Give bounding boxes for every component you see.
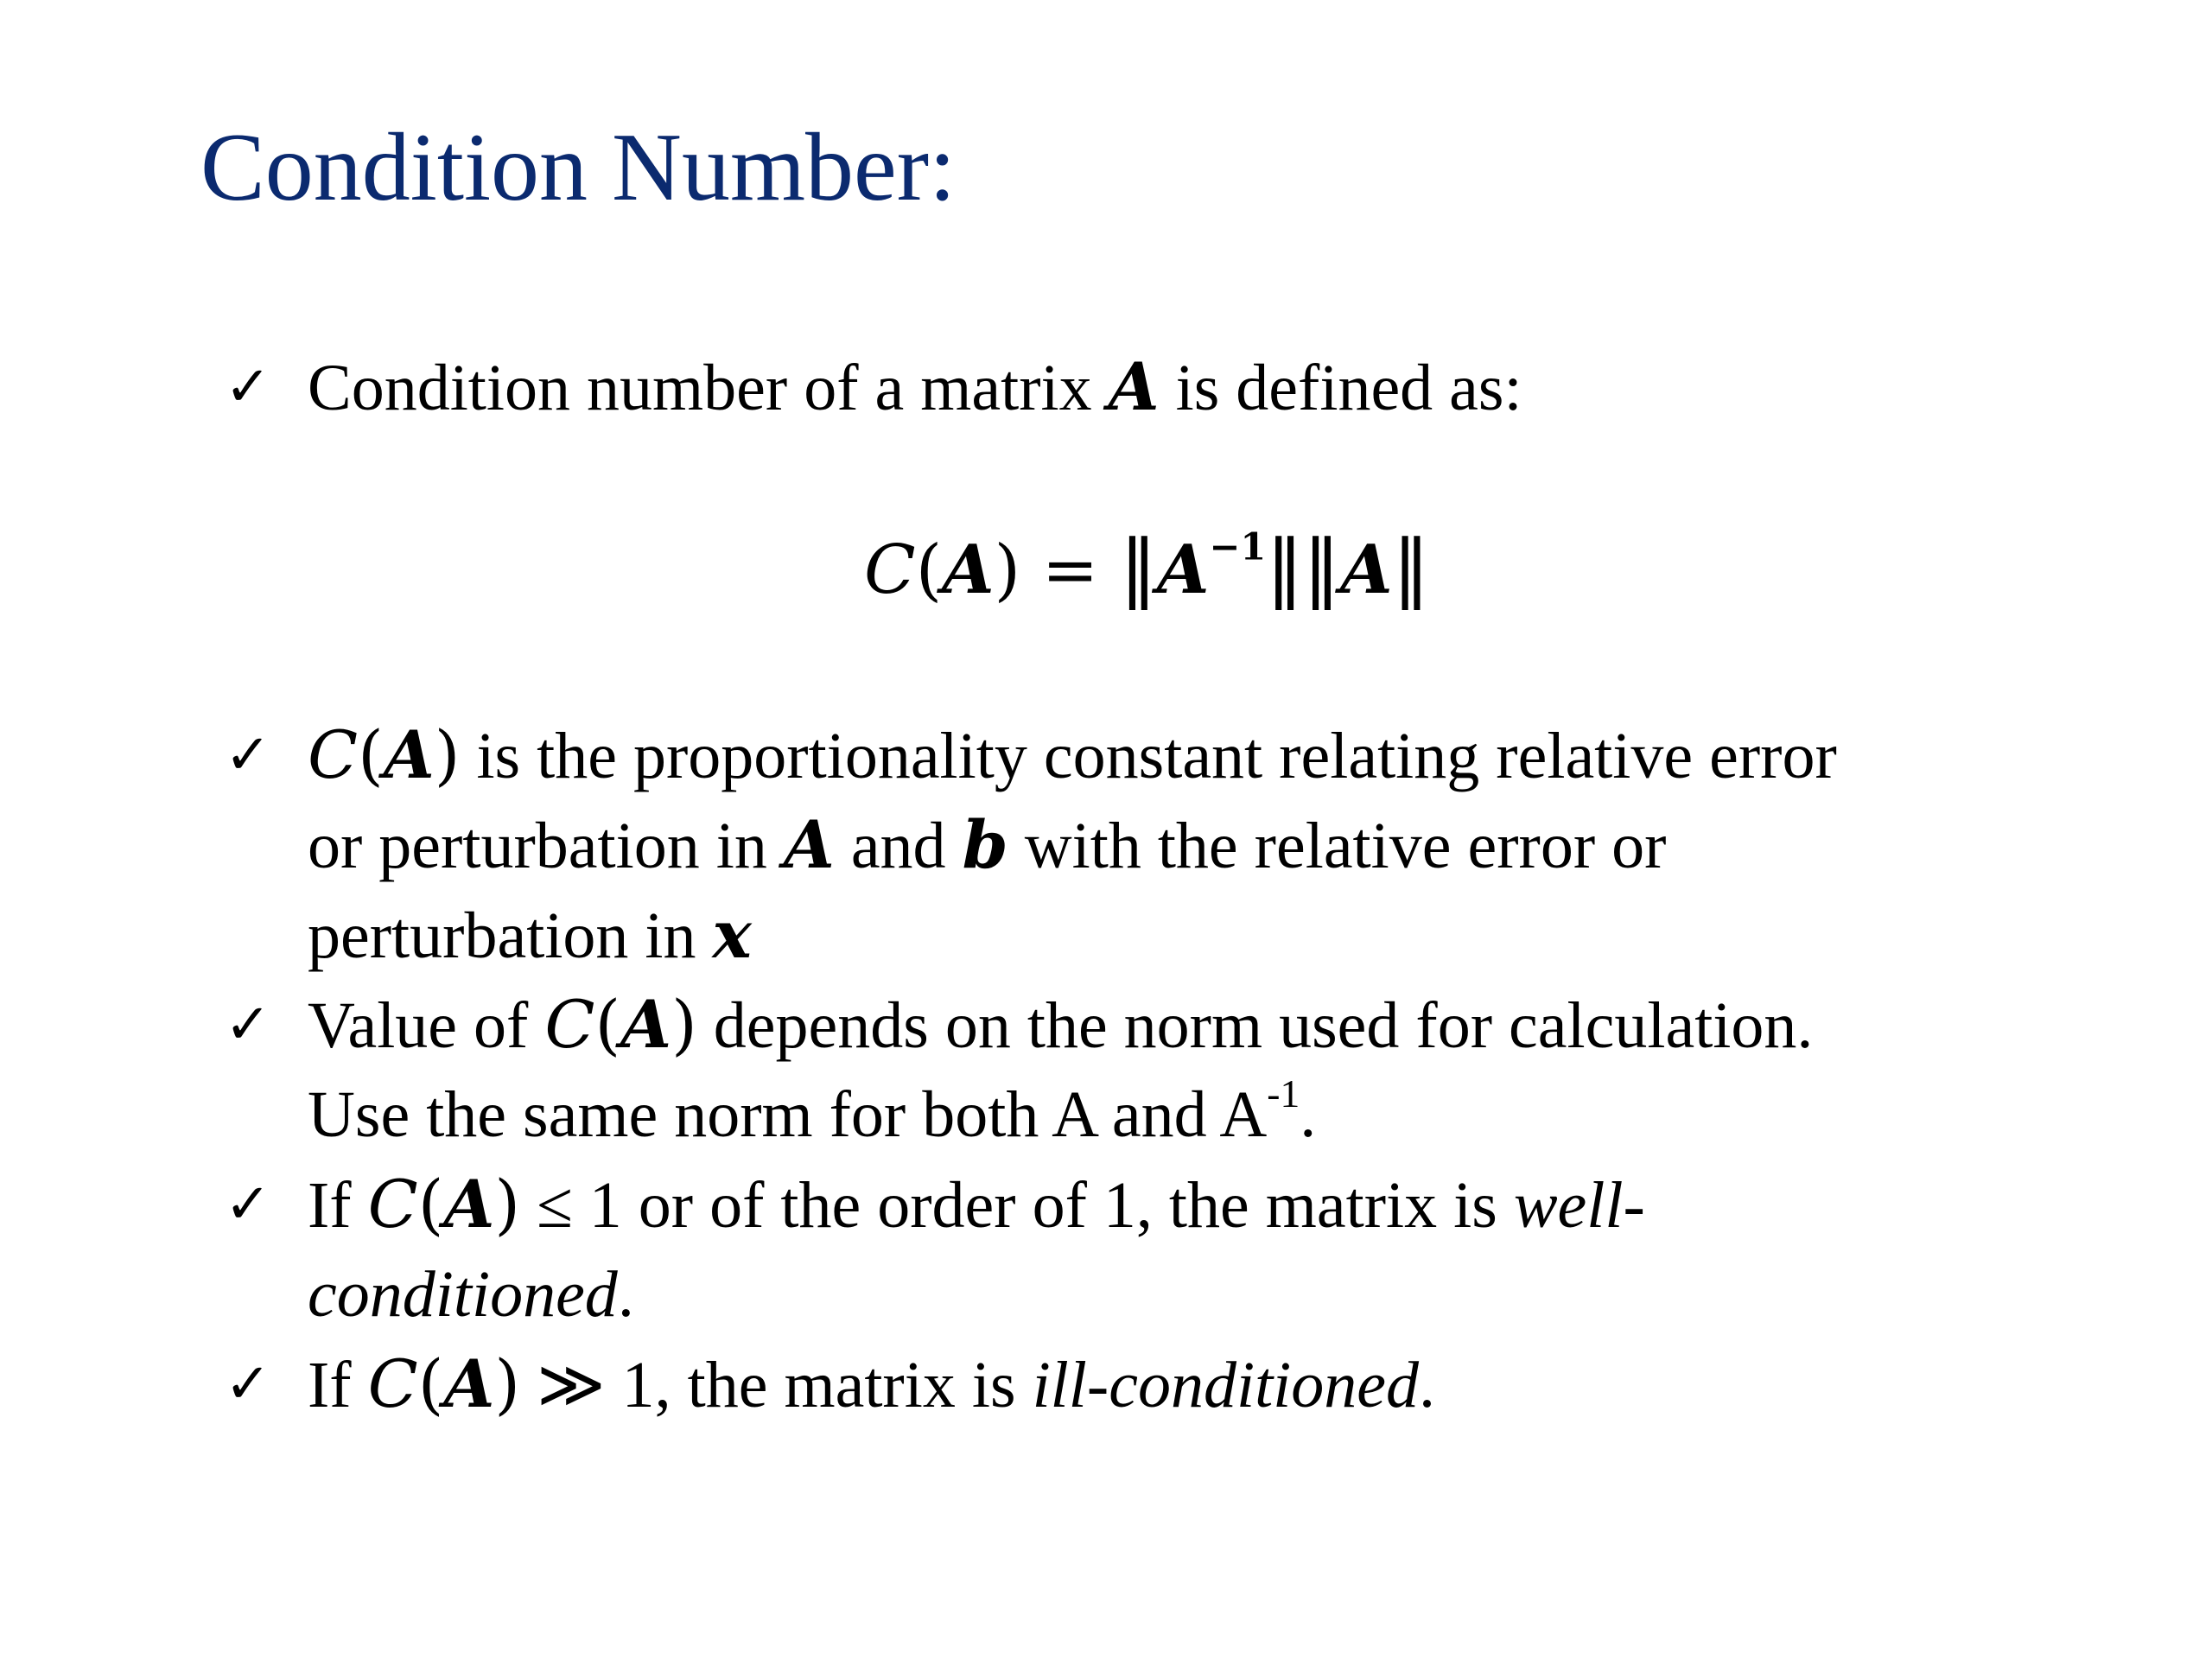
bullet-line: Condition number of a matrix A is defined as: — [308, 348, 1522, 425]
slide-title: Condition Number: — [200, 114, 957, 221]
bullet-line: Value of 𝐶(A) depends on the norm used for calculation. — [308, 986, 1814, 1063]
checkmark-icon: ✓ — [225, 355, 271, 419]
bullet-line: or perturbation in A and b with the relative error or — [308, 806, 1667, 883]
bullet-line: If 𝐶(A) ≤ 1 or of the order of 1, the matrix is well- — [308, 1166, 1645, 1243]
checkmark-icon: ✓ — [225, 1173, 271, 1236]
condition-number-formula: 𝐶(A) = $‖A^{-1}‖‖A‖$ — [864, 524, 1430, 611]
checkmark-icon: ✓ — [225, 1352, 271, 1416]
bullet-line: conditioned. — [308, 1258, 634, 1331]
checkmark-icon: ✓ — [225, 993, 271, 1057]
matrix-variable: A — [1108, 348, 1160, 425]
checkmark-icon: ✓ — [225, 723, 271, 787]
bullet-line: 𝐶(A) is the proportionality constant relating relative error — [308, 716, 1837, 793]
bullet-line: perturbation in x — [308, 896, 752, 973]
bullet-line: If 𝐶(A) ≫ 1, the matrix is ill-conditioned. — [308, 1345, 1436, 1422]
bullet-line: Use the same norm for both A and $A^{-1}$. — [308, 1071, 1317, 1151]
